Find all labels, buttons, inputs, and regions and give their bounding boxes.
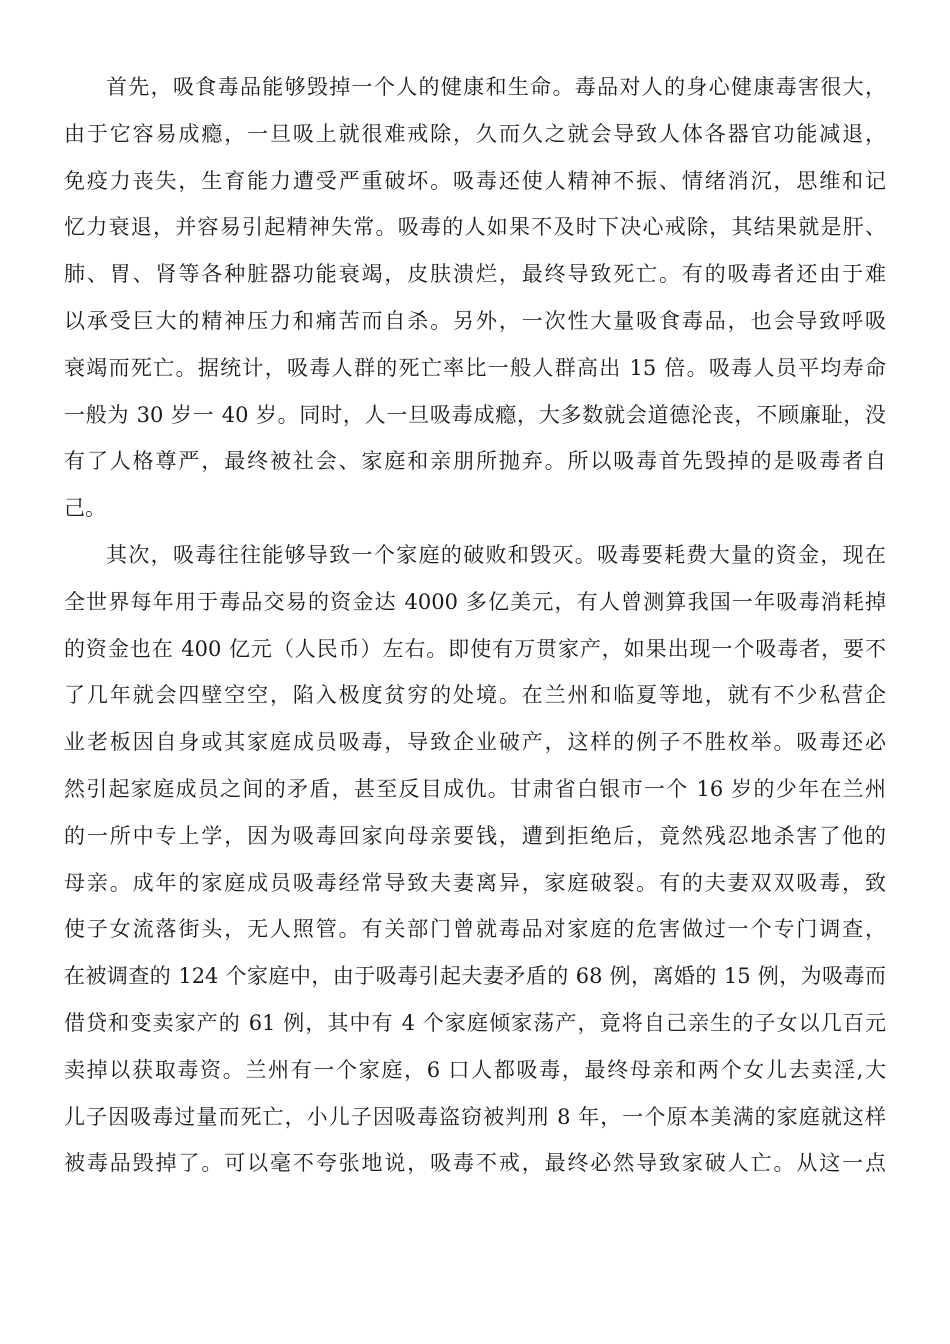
text-line: 借贷和变卖家产的 61 例，其中有 4 个家庭倾家荡产，竟将自己亲生的子女以几百元 (64, 1010, 886, 1035)
paragraph-2 (64, 532, 886, 1187)
text-line: 免疫力丧失，生育能力遭受严重破坏。吸毒还使人精神不振、情绪消沉，思维和记 (64, 168, 886, 193)
text-line: 其次，吸毒往往能够导致一个家庭的破败和毁灭。吸毒要耗费大量的资金，现在 (106, 542, 886, 567)
paragraph-1 (64, 64, 886, 532)
text-line: 儿子因吸毒过量而死亡，小儿子因吸毒盗窃被判刑 8 年，一个原本美满的家庭就这样 (64, 1104, 886, 1129)
text-line: 使子女流落街头，无人照管。有关部门曾就毒品对家庭的危害做过一个专门调查， (64, 917, 886, 942)
text-line: 衰竭而死亡。据统计，吸毒人群的死亡率比一般人群高出 15 倍。吸毒人员平均寿命 (64, 355, 886, 380)
text-line: 己。 (64, 496, 106, 521)
text-line: 了几年就会四壁空空，陷入极度贫穷的处境。在兰州和临夏等地，就有不少私营企 (64, 683, 886, 708)
text-line: 然引起家庭成员之间的矛盾，甚至反目成仇。甘肃省白银市一个 16 岁的少年在兰州 (64, 776, 886, 801)
text-line: 忆力衰退，并容易引起精神失常。吸毒的人如果不及时下决心戒除，其结果就是肝、 (64, 215, 886, 240)
document-body (64, 64, 886, 1187)
text-line: 肺、胃、肾等各种脏器功能衰竭，皮肤溃烂，最终导致死亡。有的吸毒者还由于难 (64, 262, 886, 287)
text-line: 由于它容易成瘾，一旦吸上就很难戒除，久而久之就会导致人体各器官功能减退， (64, 121, 886, 146)
text-line: 业老板因自身或其家庭成员吸毒，导致企业破产，这样的例子不胜枚举。吸毒还必 (64, 730, 886, 755)
text-line: 在被调查的 124 个家庭中，由于吸毒引起夫妻矛盾的 68 例，离婚的 15 例，为吸毒而 (64, 964, 886, 989)
text-line: 一般为 30 岁一 40 岁。同时，人一旦吸毒成瘾，大多数就会道德沦丧，不顾廉耻，没 (64, 402, 886, 427)
text-line: 卖掉以获取毒资。兰州有一个家庭，6 口人都吸毒，最终母亲和两个女儿去卖淫,大 (64, 1057, 886, 1082)
text-line: 以承受巨大的精神压力和痛苦而自杀。另外，一次性大量吸食毒品，也会导致呼吸 (64, 308, 886, 333)
text-line: 母亲。成年的家庭成员吸毒经常导致夫妻离异，家庭破裂。有的夫妻双双吸毒，致 (64, 870, 886, 895)
text-line: 被毒品毁掉了。可以毫不夸张地说，吸毒不戒，最终必然导致家破人亡。从这一点 (64, 1151, 886, 1176)
text-line: 的一所中专上学，因为吸毒回家向母亲要钱，遭到拒绝后，竟然残忍地杀害了他的 (64, 823, 886, 848)
text-line: 首先，吸食毒品能够毁掉一个人的健康和生命。毒品对人的身心健康毒害很大， (106, 75, 886, 99)
text-line: 的资金也在 400 亿元（人民币）左右。即使有万贯家产，如果出现一个吸毒者，要不 (64, 636, 886, 661)
text-line: 全世界每年用于毒品交易的资金达 4000 多亿美元，有人曾测算我国一年吸毒消耗掉 (64, 589, 886, 614)
text-line: 有了人格尊严，最终被社会、家庭和亲朋所抛弃。所以吸毒首先毁掉的是吸毒者自 (64, 449, 886, 474)
